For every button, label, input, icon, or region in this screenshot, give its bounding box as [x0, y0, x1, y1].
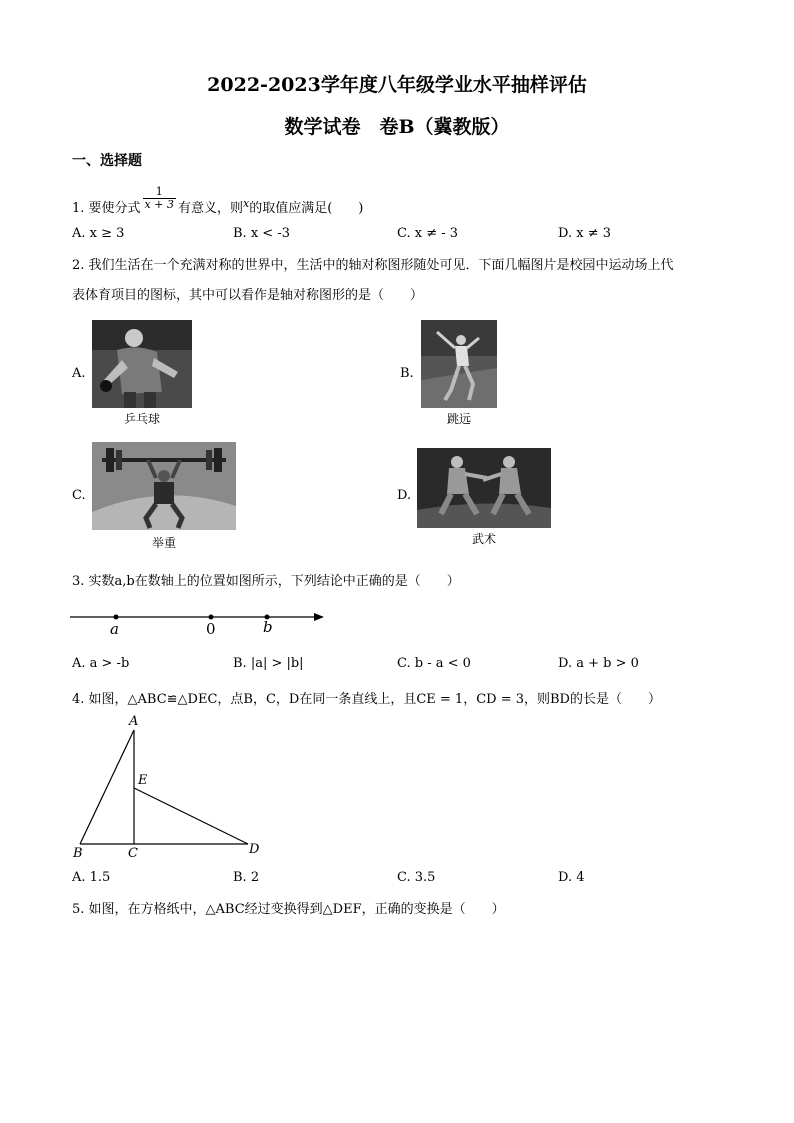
q2-label-b: B. — [400, 366, 414, 381]
q3-text: 3. 实数a,b在数轴上的位置如图所示，下列结论中正确的是（ ） — [72, 574, 460, 589]
label-point-a: A — [129, 714, 139, 729]
q1-text-after: 有意义，则 — [177, 201, 243, 216]
q1-option-a: A. x ≥ 3 — [72, 226, 125, 241]
segment-ed — [134, 788, 248, 844]
point-zero — [209, 615, 214, 620]
q4-option-d: D. 4 — [558, 870, 585, 885]
axis-label-b: b — [263, 618, 273, 636]
q3-option-d: D. a + b > 0 — [558, 656, 639, 671]
long-jump-image — [421, 320, 497, 408]
label-point-d: D — [249, 842, 260, 857]
q1-option-d: D. x ≠ 3 — [558, 226, 611, 241]
q2-caption-a: 乒乓球 — [123, 412, 160, 426]
section-heading: 一、选择题 — [72, 153, 142, 169]
number-line — [68, 604, 334, 638]
q2-label-c: C. — [72, 488, 86, 503]
exam-title: 2022-2023学年度八年级学业水平抽样评估 — [207, 74, 587, 96]
number-line-arrow — [314, 613, 324, 621]
q4-option-a: A. 1.5 — [72, 870, 111, 885]
q1-var: x — [242, 197, 250, 210]
q1-frac-numerator: 1 — [143, 186, 176, 199]
q4-text: 4. 如图，△ABC≌△DEC，点B，C，D在同一条直线上，且CE = 1，CD = 3，则BD的长是（ ） — [72, 692, 661, 707]
q2-line2: 表体育项目的图标，其中可以看作是轴对称图形的是（ ） — [72, 288, 424, 303]
axis-label-zero: 0 — [206, 620, 216, 638]
table-tennis-image — [92, 320, 192, 408]
q1-option-c: C. x ≠ - 3 — [397, 226, 459, 241]
q1-fraction — [143, 186, 176, 211]
point-a — [114, 615, 119, 620]
q4-option-c: C. 3.5 — [397, 870, 436, 885]
q2-label-d: D. — [397, 488, 412, 503]
q1-frac-denominator: x + 3 — [144, 198, 174, 211]
label-point-e: E — [138, 773, 148, 788]
exam-subtitle: 数学试卷 卷B（冀教版） — [284, 116, 510, 138]
label-point-b: B — [73, 846, 83, 861]
q2-line1: 2. 我们生活在一个充满对称的世界中，生活中的轴对称图形随处可见．下面几幅图片是校园中运动场上代 — [72, 258, 674, 273]
q5-text: 5. 如图，在方格纸中，△ABC经过变换得到△DEF，正确的变换是（ ） — [72, 902, 505, 917]
weightlifting-image — [92, 442, 236, 530]
q1-option-b: B. x < -3 — [233, 226, 290, 241]
q1-text-before: 1. 要使分式 — [72, 201, 141, 216]
axis-label-a: a — [110, 620, 119, 638]
martial-arts-image — [417, 448, 551, 528]
q3-option-c: C. b - a < 0 — [397, 656, 471, 671]
q3-option-a: A. a > -b — [72, 656, 130, 671]
q2-caption-c: 举重 — [151, 536, 176, 550]
q2-caption-d: 武术 — [471, 532, 496, 546]
q2-caption-b: 跳远 — [446, 412, 471, 426]
label-point-c: C — [128, 846, 138, 861]
segment-ab — [80, 730, 134, 844]
triangle-diagram — [70, 716, 270, 866]
q1-text-tail: 的取值应满足( ) — [249, 201, 364, 216]
question-1 — [72, 185, 364, 221]
q4-option-b: B. 2 — [233, 870, 260, 885]
q3-option-b: B. |a| > |b| — [233, 656, 304, 671]
q2-label-a: A. — [72, 366, 86, 381]
